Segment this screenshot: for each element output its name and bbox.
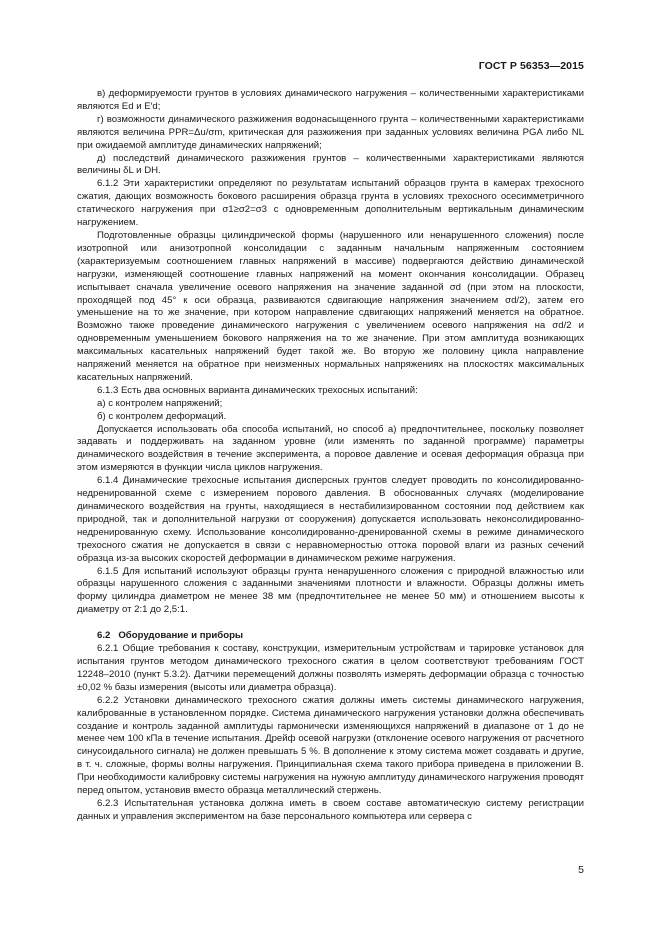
paragraph-6-2-2: 6.2.2 Установки динамического трехосного сжатия должны иметь системы динамического нагружения, калиброванные в установленном порядке. Система динамического нагружения установки должна обеспечивать создание и контроль заданной амплитуды гармонически изменяющихся напряжений в диапазоне от 1 до не менее чем 100 кПа в течение испытания. Дрейф осевой нагрузки (отклонение осевого нагружения от расчетного синусоидального сигнала) не должен превышать 5 %. В дополнение к этому система может создавать и другие, в т. ч. сложные, формы волны нагружения. Принципиальная схема такого прибора приведена в приложении В. При необходимости калибровку системы нагружения на нужную амплитуду динамического нагружения проводят перед опытом, установив вместо образца металлический стержень. [77, 694, 584, 797]
paragraph-6-1-4: 6.1.4 Динамические трехосные испытания дисперсных грунтов следует проводить по консолидированно-недренированной схеме с измерением порового давления. В обоснованных случаях (моделирование динамического воздействия на грунты, находящиеся в нестабилизированном состоянии под действием как природной, так и дополнительной нагрузки от сооружения) допускается использовать неконсолидированно-недренированную схему. Использование консолидированно-дренированной схемы в режиме динамического трехосного сжатия не допускается в связи с неравномерностью оттока поровой влаги из разных сечений образца из-за высоких скоростей деформации в динамическом режиме нагружения. [77, 475, 584, 564]
paragraph-6-1-5: 6.1.5 Для испытаний используют образцы грунта ненарушенного сложения с природной влажностью или образцы нарушенного сложения с заданными значениями плотности и влажности. Образцы должны иметь форму цилиндра диаметром не менее 38 мм (предпочтительнее не менее 50 мм) и отношением высоты к диаметру от 2:1 до 2,5:1. [77, 565, 584, 616]
paragraph-6-2-3: 6.2.3 Испытательная установка должна иметь в своем составе автоматическую систему регистрации данных и управления экспериментом на базе персонального компьютера или сервера с [77, 797, 584, 822]
section-number: 6.2 [97, 630, 111, 642]
document-header-id: ГОСТ Р 56353—2015 [478, 60, 584, 72]
paragraph-6-1-2: 6.1.2 Эти характеристики определяют по результатам испытаний образцов грунта в камерах трехосного сжатия, дающих возможность бокового расширения образца грунта в условиях трехосного осесимметричного статического нагружения при σ1≥σ2=σ3 с одновременным дополнительным вертикальным динамическим нагружением. [77, 178, 584, 229]
paragraph-item-b: в) деформируемости грунтов в условиях динамического нагружения – количественными характеристиками являются Ed и E′d; [77, 88, 584, 112]
paragraph-6-2-1: 6.2.1 Общие требования к составу, конструкции, измерительным устройствам и тарировке установок для испытания грунтов методом динамического трехосного сжатия в целом соответствуют требованиям ГОСТ 12248–2010 (пункт 5.3.2). Датчики перемещений должны позволять измерять деформации образца с точностью ±0,02 % базы измерения (высоты или диаметра образца). [77, 643, 584, 693]
paragraph-item-d: д) последствий динамического разжижения грунтов – количественными характеристиками являются величины δL и DH. [77, 152, 584, 177]
paragraph-6-1-3-a: а) с контролем напряжений; [97, 397, 223, 409]
paragraph-prepared-samples: Подготовленные образцы цилиндрической формы (нарушенного или ненарушенного сложения) после изотропной или анизотропной консолидации с заданным начальным напряженным состоянием (характеризуемым соотношением главных напряжений в массиве) подвергаются действию динамической нагрузки, изменяющей соотношение главных напряжений на момент окончания консолидации. Образец испытывает сначала увеличение осевого напряжения на значение заданной σd (при этом на плоскости, проходящей под 45° к оси образца, развиваются сдвигающие напряжения значением σd/2), затем его уменьшение на то же значение, при котором направление сдвигающих напряжений меняется на обратное. Возможно также проведение динамического нагружения с увеличением осевого напряжения на σd/2 и одновременным уменьшением бокового напряжения на то же значение. При этом амплитуда возникающих максимальных касательных напряжений будет такой же. Во вторую же половину цикла направление напряжений меняется на обратное при неизменных нормальных напряжениях на плоскостях максимальных касательных напряжений. [77, 229, 584, 383]
document-body [77, 88, 584, 824]
paragraph-6-1-3-b: б) с контролем деформаций. [97, 410, 227, 422]
paragraph-6-1-3: 6.1.3 Есть два основных варианта динамических трехосных испытаний: [97, 384, 418, 396]
section-heading [77, 630, 584, 643]
page-number: 5 [578, 864, 584, 876]
paragraph-allowed-methods: Допускается использовать оба способа испытаний, но способ а) предпочтительнее, поскольку позволяет задавать и поддерживать на заданном уровне (или изменять по заданной программе) параметры динамического воздействия в течение эксперимента, а поровое давление и осевая деформация образца при этом измеряются в функции числа циклов нагружения. [77, 423, 584, 474]
section-title: Оборудование и приборы [118, 630, 244, 642]
paragraph-item-g: г) возможности динамического разжижения водонасыщенного грунта – количественными характеристиками являются величина PPR=Δu/σm, критическая для разжижения при заданных условиях величина PGA либо NL при ожидаемой амплитуде динамических напряжений; [77, 113, 584, 151]
